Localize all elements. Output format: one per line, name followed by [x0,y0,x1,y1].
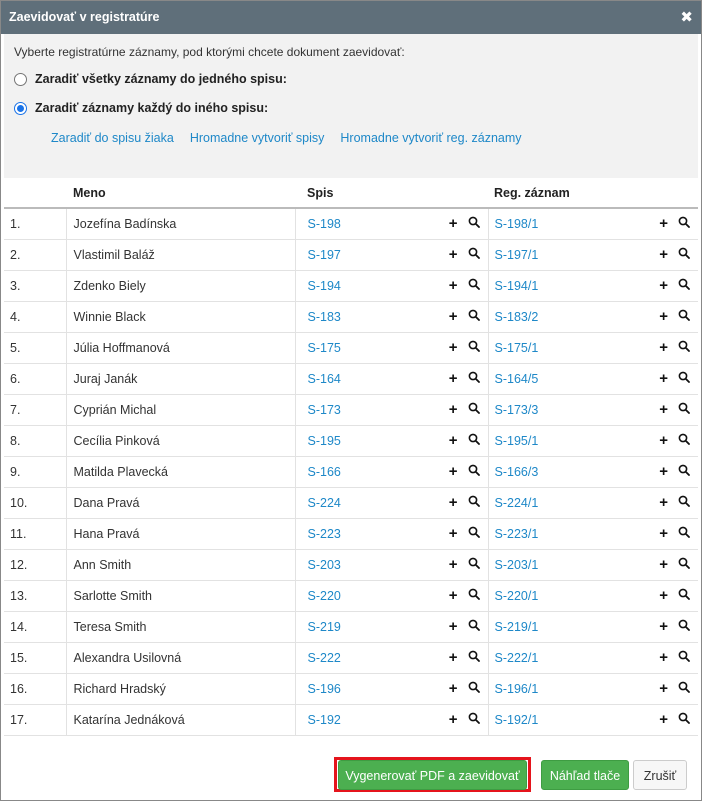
plus-icon[interactable]: + [659,432,668,449]
search-icon[interactable] [678,340,690,355]
spis-link[interactable]: S-194 [307,278,341,293]
row-index: 11. [4,518,66,549]
plus-icon[interactable]: + [659,711,668,728]
spis-link[interactable]: S-173 [307,402,341,417]
spis-link[interactable]: S-219 [307,619,341,634]
row-index: 10. [4,487,66,518]
search-icon[interactable] [468,712,480,727]
plus-icon[interactable]: + [659,680,668,697]
row-name: Winnie Black [66,301,295,332]
plus-icon[interactable]: + [448,277,458,294]
plus-icon[interactable]: + [448,432,458,449]
row-name: Dana Pravá [66,487,295,518]
search-icon[interactable] [678,681,690,696]
search-icon[interactable] [468,681,480,696]
reg-record-link[interactable]: S-175/1 [494,340,539,355]
spis-link[interactable]: S-196 [307,681,341,696]
radio-separate-files-label: Zaradiť záznamy každý do iného spisu: [35,101,269,115]
table-row [4,673,698,704]
plus-icon[interactable]: + [659,587,668,604]
search-icon[interactable] [468,650,480,665]
row-index: 16. [4,673,66,704]
reg-record-link[interactable]: S-219/1 [494,619,539,634]
row-index: 8. [4,425,66,456]
plus-icon[interactable]: + [659,370,668,387]
plus-icon[interactable]: + [659,308,668,325]
reg-record-link[interactable]: S-203/1 [494,557,539,572]
plus-icon[interactable]: + [448,711,458,728]
table-row [4,332,698,363]
search-icon[interactable] [468,371,480,386]
table-row [4,270,698,301]
row-index: 4. [4,301,66,332]
search-icon[interactable] [468,247,480,262]
search-icon[interactable] [678,402,690,417]
radio-single-file-button[interactable] [14,73,27,86]
plus-icon[interactable]: + [448,680,458,697]
row-index: 3. [4,270,66,301]
search-icon[interactable] [468,340,480,355]
dialog-title: Zaevidovať v registratúre [9,10,160,24]
search-icon[interactable] [678,557,690,572]
row-index: 6. [4,363,66,394]
spis-link[interactable]: S-197 [307,247,341,262]
plus-icon[interactable]: + [659,556,668,573]
spis-link[interactable]: S-195 [307,433,341,448]
spis-link[interactable]: S-222 [307,650,341,665]
search-icon[interactable] [678,433,690,448]
row-name: Júlia Hoffmanová [66,332,295,363]
row-name: Cyprián Michal [66,394,295,425]
search-icon[interactable] [678,216,690,231]
reg-record-link[interactable]: S-164/5 [494,371,539,386]
link-assign-student-file[interactable]: Zaradiť do spisu žiaka [51,131,174,145]
table-row [4,487,698,518]
row-index: 12. [4,549,66,580]
row-index: 14. [4,611,66,642]
row-index: 2. [4,239,66,270]
header-index [4,178,66,208]
table-row [4,208,698,239]
row-name: Sarlotte Smith [66,580,295,611]
instruction-text: Vyberte registratúrne záznamy, pod ktorými chcete dokument zaevidovať: [14,45,405,59]
plus-icon[interactable]: + [448,370,458,387]
row-name: Katarína Jednáková [66,704,295,735]
close-icon[interactable]: ✖ [680,9,693,26]
radio-single-file[interactable] [14,72,287,86]
search-icon[interactable] [468,309,480,324]
row-index: 17. [4,704,66,735]
plus-icon[interactable]: + [659,277,668,294]
table-row [4,456,698,487]
table-row [4,518,698,549]
row-name: Vlastimil Baláž [66,239,295,270]
plus-icon[interactable]: + [659,246,668,263]
row-name: Zdenko Biely [66,270,295,301]
spis-link[interactable]: S-224 [307,495,341,510]
table-row [4,394,698,425]
reg-record-link[interactable]: S-166/3 [494,464,539,479]
table-row [4,580,698,611]
plus-icon[interactable]: + [448,494,458,511]
table-row [4,642,698,673]
table-row [4,611,698,642]
table-row [4,239,698,270]
search-icon[interactable] [468,619,480,634]
table-row [4,549,698,580]
reg-record-link[interactable]: S-197/1 [494,247,539,262]
options-panel [4,34,698,178]
cancel-button[interactable]: Zrušiť [633,760,687,790]
search-icon[interactable] [678,526,690,541]
radio-separate-files-button[interactable] [14,102,27,115]
search-icon[interactable] [468,495,480,510]
radio-single-file-label: Zaradiť všetky záznamy do jedného spisu: [35,72,287,86]
row-name: Hana Pravá [66,518,295,549]
table-row [4,301,698,332]
bulk-links [51,131,522,145]
row-name: Jozefína Badínska [66,208,295,239]
search-icon[interactable] [468,526,480,541]
search-icon[interactable] [468,557,480,572]
spis-link[interactable]: S-164 [307,371,341,386]
table-row [4,704,698,735]
search-icon[interactable] [678,588,690,603]
radio-separate-files[interactable] [14,101,268,115]
header-name: Meno [66,178,295,208]
generate-pdf-button[interactable]: Vygenerovať PDF a zaevidovať [338,760,527,790]
header-reg: Reg. záznam [488,178,698,208]
table-row [4,363,698,394]
spis-link[interactable]: S-203 [307,557,341,572]
plus-icon[interactable]: + [448,308,458,325]
link-bulk-create-files[interactable]: Hromadne vytvoriť spisy [189,131,325,145]
search-icon[interactable] [468,433,480,448]
row-index: 5. [4,332,66,363]
search-icon[interactable] [468,464,480,479]
reg-record-link[interactable]: S-223/1 [494,526,539,541]
print-preview-button[interactable]: Náhľad tlače [541,760,629,790]
plus-icon[interactable]: + [659,525,668,542]
reg-record-link[interactable]: S-198/1 [494,216,539,231]
reg-record-link[interactable]: S-183/2 [494,309,539,324]
search-icon[interactable] [678,371,690,386]
reg-record-link[interactable]: S-195/1 [494,433,539,448]
row-name: Matilda Plavecká [66,456,295,487]
search-icon[interactable] [468,278,480,293]
spis-link[interactable]: S-220 [307,588,341,603]
table-row [4,425,698,456]
plus-icon[interactable]: + [659,215,668,233]
row-name: Alexandra Usilovná [66,642,295,673]
plus-icon[interactable]: + [448,339,458,356]
search-icon[interactable] [678,278,690,293]
plus-icon[interactable]: + [448,401,458,418]
reg-record-link[interactable]: S-220/1 [494,588,539,603]
row-index: 1. [4,208,66,239]
link-bulk-create-records[interactable]: Hromadne vytvoriť reg. záznamy [340,131,522,145]
search-icon[interactable] [678,619,690,634]
row-index: 13. [4,580,66,611]
row-name: Teresa Smith [66,611,295,642]
reg-record-link[interactable]: S-224/1 [494,495,539,510]
reg-record-link[interactable]: S-222/1 [494,650,539,665]
row-name: Ann Smith [66,549,295,580]
search-icon[interactable] [678,712,690,727]
plus-icon[interactable]: + [659,649,668,666]
header-spis: Spis [295,178,488,208]
search-icon[interactable] [678,495,690,510]
spis-link[interactable]: S-192 [307,712,341,727]
search-icon[interactable] [678,650,690,665]
records-table [4,178,698,736]
reg-record-link[interactable]: S-192/1 [494,712,539,727]
plus-icon[interactable]: + [448,618,458,635]
dialog-titlebar [1,1,701,34]
plus-icon[interactable]: + [448,649,458,666]
dialog-footer [4,737,698,799]
plus-icon[interactable]: + [659,618,668,635]
plus-icon[interactable]: + [659,339,668,356]
plus-icon[interactable]: + [659,401,668,418]
spis-link[interactable]: S-198 [307,216,341,231]
reg-record-link[interactable]: S-173/3 [494,402,539,417]
row-index: 15. [4,642,66,673]
row-name: Cecília Pinková [66,425,295,456]
spis-link[interactable]: S-183 [307,309,341,324]
spis-link[interactable]: S-175 [307,340,341,355]
row-name: Juraj Janák [66,363,295,394]
plus-icon[interactable]: + [659,463,668,480]
reg-record-link[interactable]: S-194/1 [494,278,539,293]
row-name: Richard Hradský [66,673,295,704]
spis-link[interactable]: S-223 [307,526,341,541]
search-icon[interactable] [678,247,690,262]
plus-icon[interactable]: + [448,525,458,542]
plus-icon[interactable]: + [448,246,458,263]
row-index: 9. [4,456,66,487]
spis-link[interactable]: S-166 [307,464,341,479]
plus-icon[interactable]: + [659,494,668,511]
search-icon[interactable] [468,216,480,231]
plus-icon[interactable]: + [448,463,458,480]
row-index: 7. [4,394,66,425]
search-icon[interactable] [678,309,690,324]
search-icon[interactable] [468,402,480,417]
plus-icon[interactable]: + [448,556,458,573]
plus-icon[interactable]: + [448,215,458,233]
plus-icon[interactable]: + [448,587,458,604]
reg-record-link[interactable]: S-196/1 [494,681,539,696]
search-icon[interactable] [468,588,480,603]
search-icon[interactable] [678,464,690,479]
